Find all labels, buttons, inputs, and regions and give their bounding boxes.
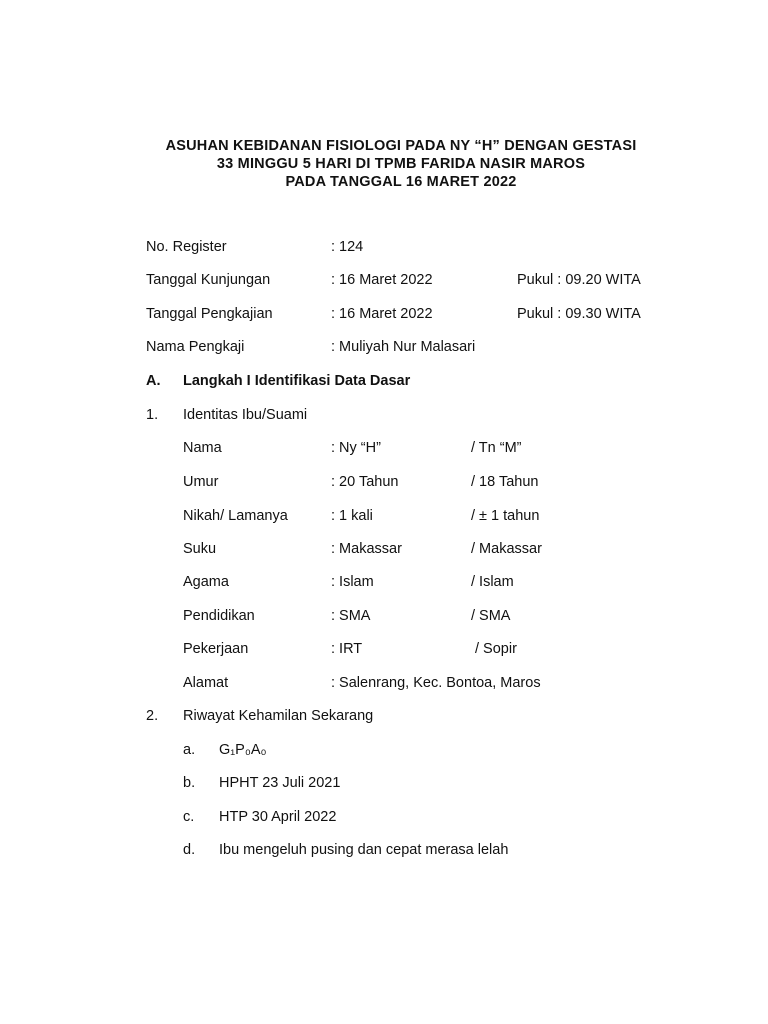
identity-row — [0, 639, 768, 659]
identity-row — [0, 673, 768, 693]
item-2-heading — [0, 706, 768, 726]
identity-label: Umur — [183, 474, 219, 490]
item-number: 2. — [146, 708, 159, 724]
list-item-text: HTP 30 April 2022 — [219, 809, 337, 825]
identity-row — [0, 438, 768, 458]
gravida-formula: G₁P₀A₀ — [219, 742, 267, 758]
list-item-text: Ibu mengeluh pusing dan cepat merasa lelah — [219, 842, 509, 858]
identity-wife-value: : 20 Tahun — [331, 474, 399, 490]
identity-husband-value: / Tn “M” — [471, 440, 522, 456]
identity-wife-value: : 1 kali — [331, 508, 373, 524]
identity-wife-value: : Makassar — [331, 541, 402, 557]
document-title-line-3: PADA TANGGAL 16 MARET 2022 — [285, 174, 517, 190]
item-heading: Riwayat Kehamilan Sekarang — [183, 708, 374, 724]
list-letter: d. — [183, 842, 196, 858]
section-heading: Langkah I Identifikasi Data Dasar — [183, 373, 411, 389]
pregnancy-history-item — [0, 840, 768, 860]
identity-label: Nikah/ Lamanya — [183, 508, 288, 524]
identity-husband-value: / SMA — [471, 608, 511, 624]
pregnancy-history-item — [0, 773, 768, 793]
field-time: Pukul : 09.20 WITA — [517, 272, 641, 288]
identity-husband-value: / Islam — [471, 574, 514, 590]
identity-row — [0, 572, 768, 592]
assessment-date-row — [0, 304, 768, 324]
identity-husband-value: / ± 1 tahun — [471, 508, 540, 524]
document-title-line-1: ASUHAN KEBIDANAN FISIOLOGI PADA NY “H” DENGAN GESTASI — [165, 138, 637, 154]
list-letter: b. — [183, 775, 196, 791]
identity-wife-value: : SMA — [331, 608, 371, 624]
field-value: : 16 Maret 2022 — [331, 272, 433, 288]
identity-label: Alamat — [183, 675, 229, 691]
field-label: Tanggal Kunjungan — [146, 272, 271, 288]
visit-date-row — [0, 270, 768, 290]
pregnancy-history-item — [0, 807, 768, 827]
identity-husband-value: / 18 Tahun — [471, 474, 539, 490]
field-value: : Muliyah Nur Malasari — [331, 339, 476, 355]
list-letter: a. — [183, 742, 196, 758]
identity-label: Suku — [183, 541, 217, 557]
assessor-row — [0, 337, 768, 357]
field-label: No. Register — [146, 239, 227, 255]
item-1-heading — [0, 405, 768, 425]
identity-wife-value: : Ny “H” — [331, 440, 381, 456]
identity-husband-value: / Sopir — [475, 641, 517, 657]
identity-row — [0, 606, 768, 626]
identity-label: Agama — [183, 574, 229, 590]
identity-row — [0, 472, 768, 492]
field-value: : 124 — [331, 239, 364, 255]
list-item-text: HPHT 23 Juli 2021 — [219, 775, 341, 791]
field-label: Nama Pengkaji — [146, 339, 245, 355]
identity-label: Pekerjaan — [183, 641, 249, 657]
field-label: Tanggal Pengkajian — [146, 306, 273, 322]
identity-wife-value: : Islam — [331, 574, 374, 590]
identity-wife-value: : Salenrang, Kec. Bontoa, Maros — [331, 675, 541, 691]
list-letter: c. — [183, 809, 195, 825]
register-row — [0, 237, 768, 257]
field-time: Pukul : 09.30 WITA — [517, 306, 641, 322]
item-number: 1. — [146, 407, 159, 423]
identity-label: Pendidikan — [183, 608, 255, 624]
document-title-line-2: 33 MINGGU 5 HARI DI TPMB FARIDA NASIR MAROS — [216, 156, 586, 172]
item-heading: Identitas Ibu/Suami — [183, 407, 308, 423]
section-a-heading — [0, 371, 768, 391]
pregnancy-history-item — [0, 740, 768, 760]
identity-row — [0, 506, 768, 526]
identity-row — [0, 539, 768, 559]
identity-wife-value: : IRT — [331, 641, 363, 657]
section-marker: A. — [146, 373, 161, 389]
identity-label: Nama — [183, 440, 222, 456]
field-value: : 16 Maret 2022 — [331, 306, 433, 322]
identity-husband-value: / Makassar — [471, 541, 542, 557]
